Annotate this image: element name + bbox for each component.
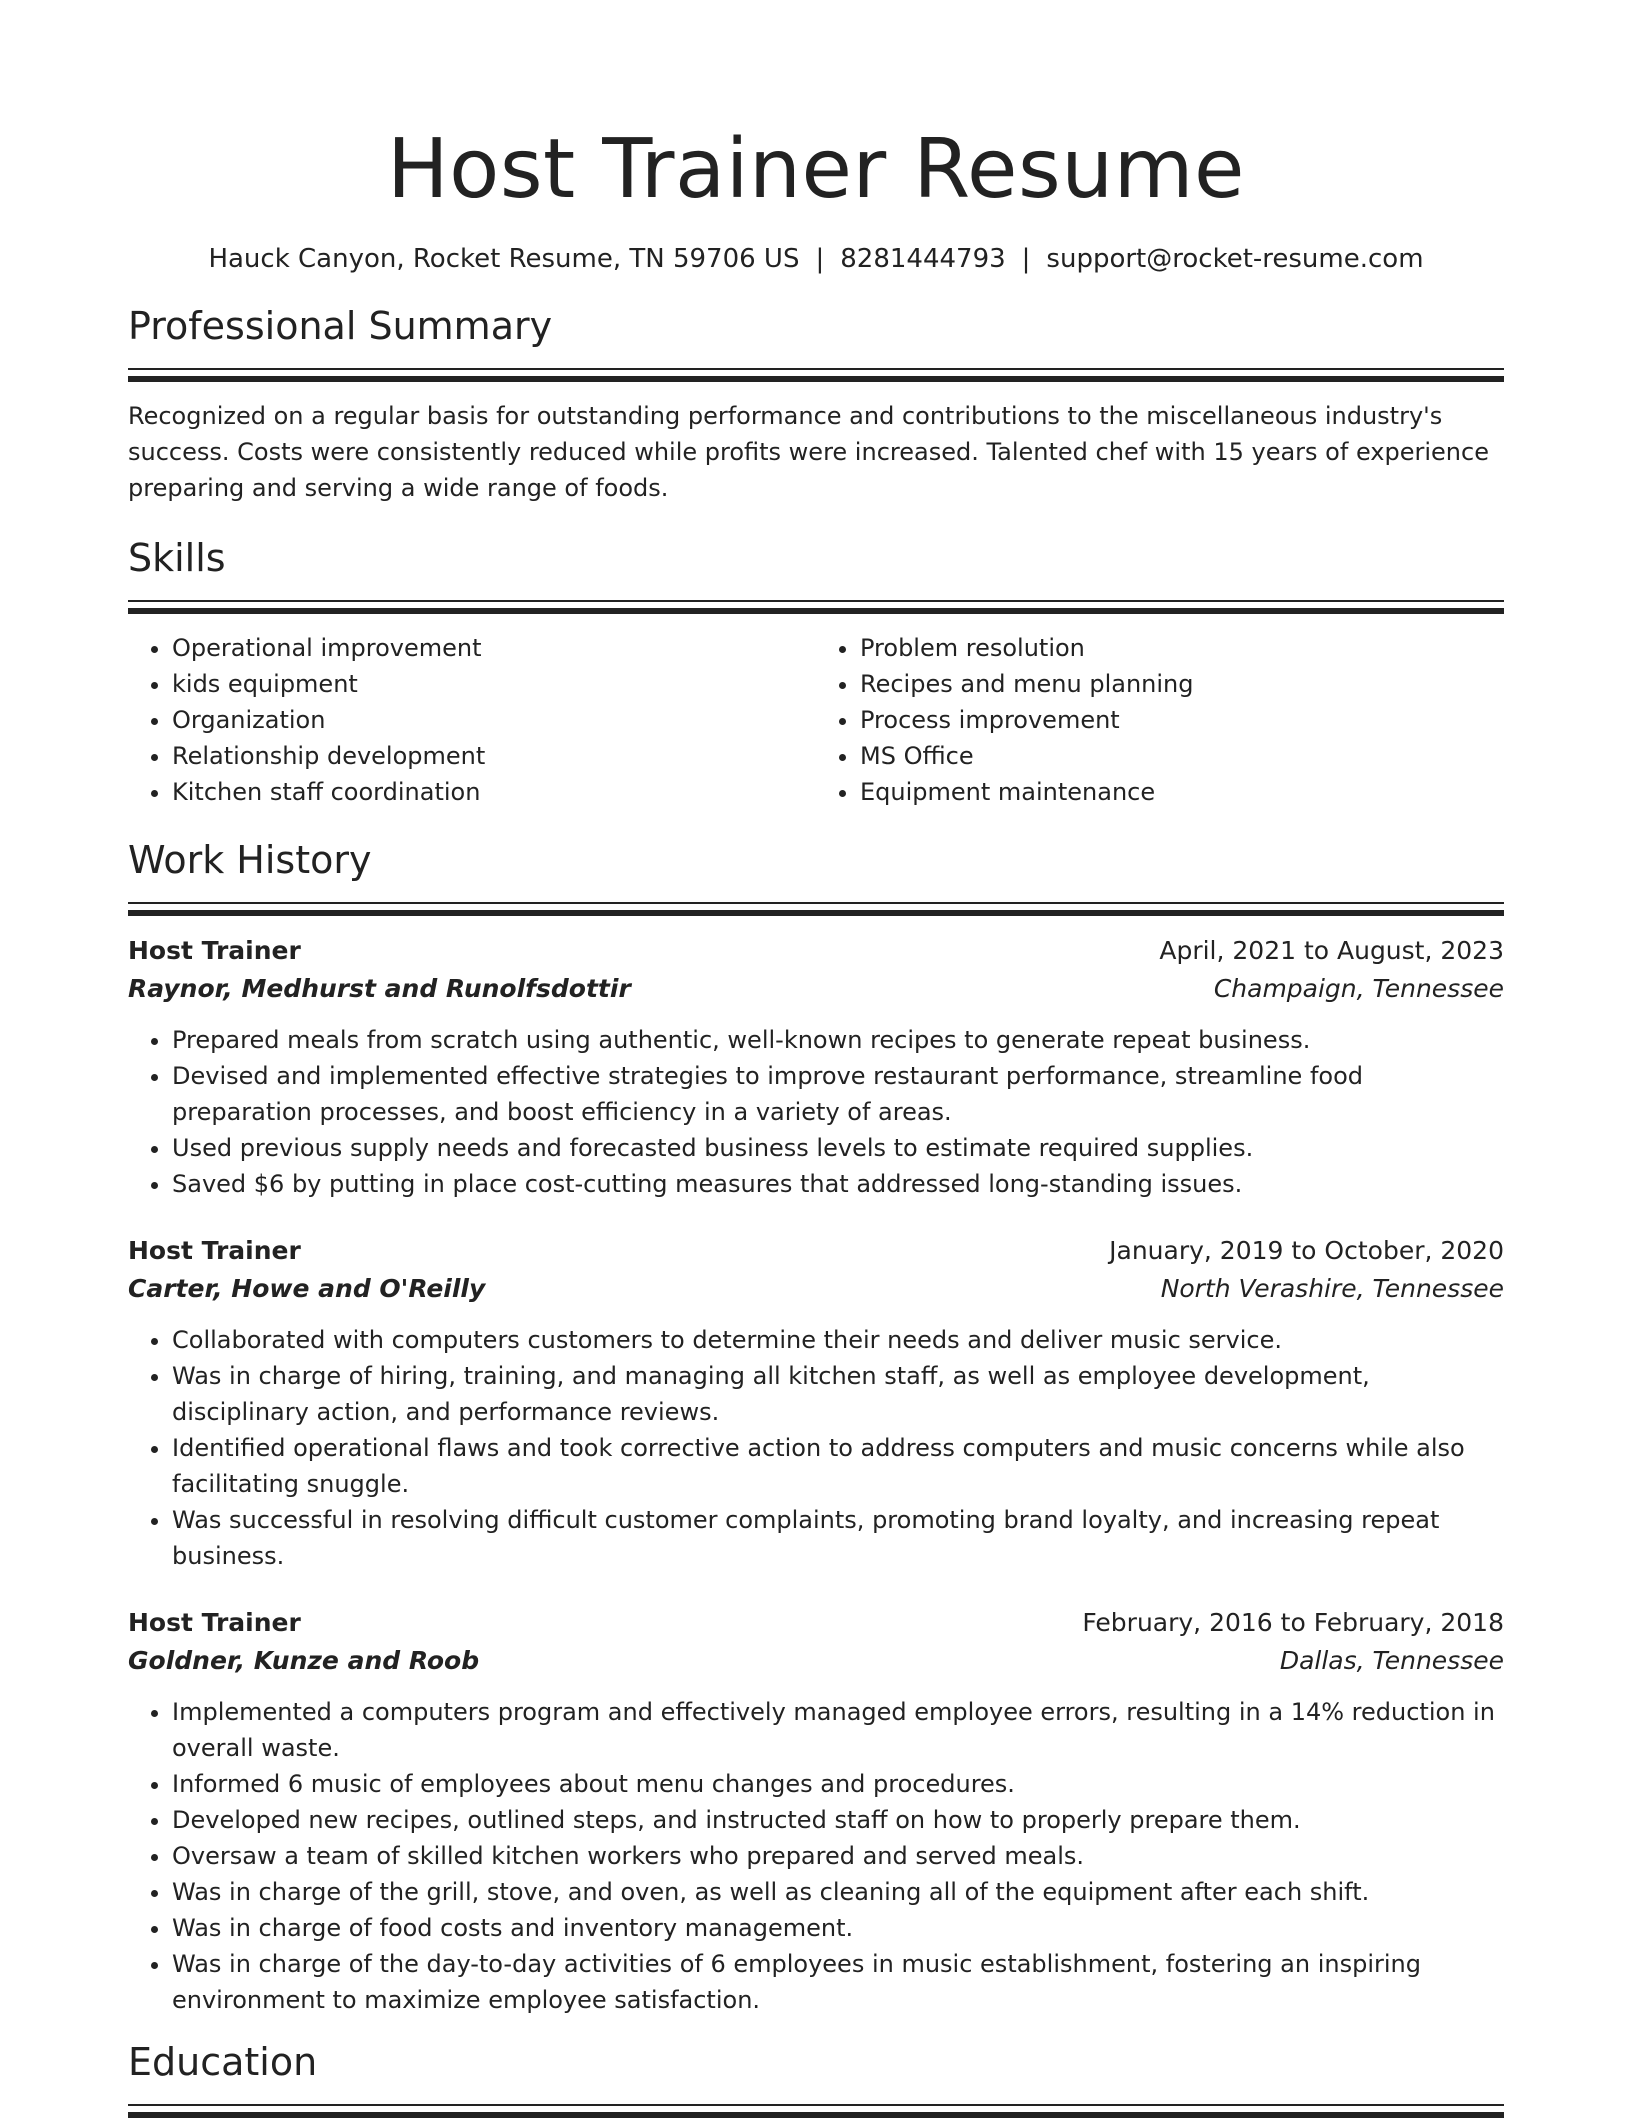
skill-item: • Operational improvement <box>172 630 816 666</box>
skills-section <box>128 534 1504 810</box>
skills-columns <box>128 630 1504 810</box>
job-subheader <box>128 1642 1504 1680</box>
job-bullet: • Was in charge of the grill, stove, and oven, as well as cleaning all of the equipment after each shift. <box>172 1874 1504 1910</box>
job-bullet: • Used previous supply needs and forecasted business levels to estimate required supplies. <box>172 1130 1504 1166</box>
education-section <box>128 2038 1504 2118</box>
skill-item: • Organization <box>172 702 816 738</box>
job-header <box>128 1604 1504 1642</box>
job-location: Dallas, Tennessee <box>1279 1646 1504 1675</box>
skill-item: • Kitchen staff coordination <box>172 774 816 810</box>
skill-item: • Process improvement <box>860 702 1504 738</box>
work-heading: Work History <box>128 838 372 882</box>
section-divider <box>128 902 1504 916</box>
job-bullets <box>128 1694 1504 2018</box>
job-bullets <box>128 1022 1504 1202</box>
job-title: Host Trainer <box>128 1236 301 1265</box>
job-title: Host Trainer <box>128 936 301 965</box>
skills-heading: Skills <box>128 536 226 580</box>
job-header <box>128 1232 1504 1270</box>
skill-item: • Equipment maintenance <box>860 774 1504 810</box>
job-bullet: • Was in charge of food costs and inventory management. <box>172 1910 1504 1946</box>
job-bullet: • Developed new recipes, outlined steps, and instructed staff on how to properly prepare them. <box>172 1802 1504 1838</box>
job-bullet: • Devised and implemented effective strategies to improve restaurant performance, streamline food preparation processes, and boost efficiency in a variety of areas. <box>172 1058 1504 1130</box>
job-bullet: • Oversaw a team of skilled kitchen workers who prepared and served meals. <box>172 1838 1504 1874</box>
section-divider <box>128 600 1504 614</box>
contact-phone: 8281444793 <box>840 244 1006 274</box>
skills-list-right <box>816 630 1504 810</box>
section-divider <box>128 368 1504 382</box>
summary-section <box>128 302 1504 506</box>
summary-text: Recognized on a regular basis for outstanding performance and contributions to the miscellaneous industry's success. Costs were consistently reduced while profits were increased. Talented chef with 15 years of experience preparing and serving a wide range of foods. <box>128 402 1489 502</box>
job-location: North Verashire, Tennessee <box>1160 1274 1504 1303</box>
contact-separator: | <box>1021 244 1031 274</box>
job-bullet: • Was successful in resolving difficult customer complaints, promoting brand loyalty, and increasing repeat business. <box>172 1502 1504 1574</box>
contact-email: support@rocket-resume.com <box>1046 244 1424 274</box>
job-company: Goldner, Kunze and Roob <box>128 1646 480 1675</box>
job-bullet: • Implemented a computers program and effectively managed employee errors, resulting in a 14% reduction in overall waste. <box>172 1694 1504 1766</box>
job-subheader <box>128 970 1504 1008</box>
job-bullet: • Prepared meals from scratch using authentic, well-known recipes to generate repeat business. <box>172 1022 1504 1058</box>
job-entry <box>128 1604 1504 2018</box>
skill-item: • Recipes and menu planning <box>860 666 1504 702</box>
job-location: Champaign, Tennessee <box>1213 974 1504 1003</box>
job-company: Raynor, Medhurst and Runolfsdottir <box>128 974 631 1003</box>
skill-item: • Relationship development <box>172 738 816 774</box>
job-bullet: • Identified operational flaws and took corrective action to address computers and music concerns while also facilitating snuggle. <box>172 1430 1504 1502</box>
skill-item: • kids equipment <box>172 666 816 702</box>
education-heading: Education <box>128 2040 318 2084</box>
job-bullet: • Saved $6 by putting in place cost-cutting measures that addressed long-standing issues. <box>172 1166 1504 1202</box>
contact-separator: | <box>815 244 825 274</box>
job-entry <box>128 1232 1504 1574</box>
job-bullet: • Was in charge of hiring, training, and managing all kitchen staff, as well as employee development, disciplinary action, and performance reviews. <box>172 1358 1504 1430</box>
job-entry <box>128 932 1504 1202</box>
job-subheader <box>128 1270 1504 1308</box>
work-section <box>128 836 1504 2018</box>
job-dates: April, 2021 to August, 2023 <box>1159 936 1504 965</box>
job-dates: January, 2019 to October, 2020 <box>1109 1236 1504 1265</box>
job-bullet: • Informed 6 music of employees about menu changes and procedures. <box>172 1766 1504 1802</box>
contact-line <box>128 242 1504 276</box>
resume-title: Host Trainer Resume <box>386 122 1245 217</box>
skills-list-left <box>128 630 816 810</box>
job-bullet: • Was in charge of the day-to-day activities of 6 employees in music establishment, fostering an inspiring environment to maximize employee satisfaction. <box>172 1946 1504 2018</box>
job-dates: February, 2016 to February, 2018 <box>1082 1608 1504 1637</box>
section-divider <box>128 2104 1504 2118</box>
job-bullets <box>128 1322 1504 1574</box>
job-title: Host Trainer <box>128 1608 301 1637</box>
skill-item: • MS Office <box>860 738 1504 774</box>
contact-address: Hauck Canyon, Rocket Resume, TN 59706 US <box>208 244 800 274</box>
skill-item: • Problem resolution <box>860 630 1504 666</box>
job-header <box>128 932 1504 970</box>
summary-heading: Professional Summary <box>128 304 553 348</box>
job-bullet: • Collaborated with computers customers to determine their needs and deliver music service. <box>172 1322 1504 1358</box>
job-company: Carter, Howe and O'Reilly <box>128 1274 486 1303</box>
